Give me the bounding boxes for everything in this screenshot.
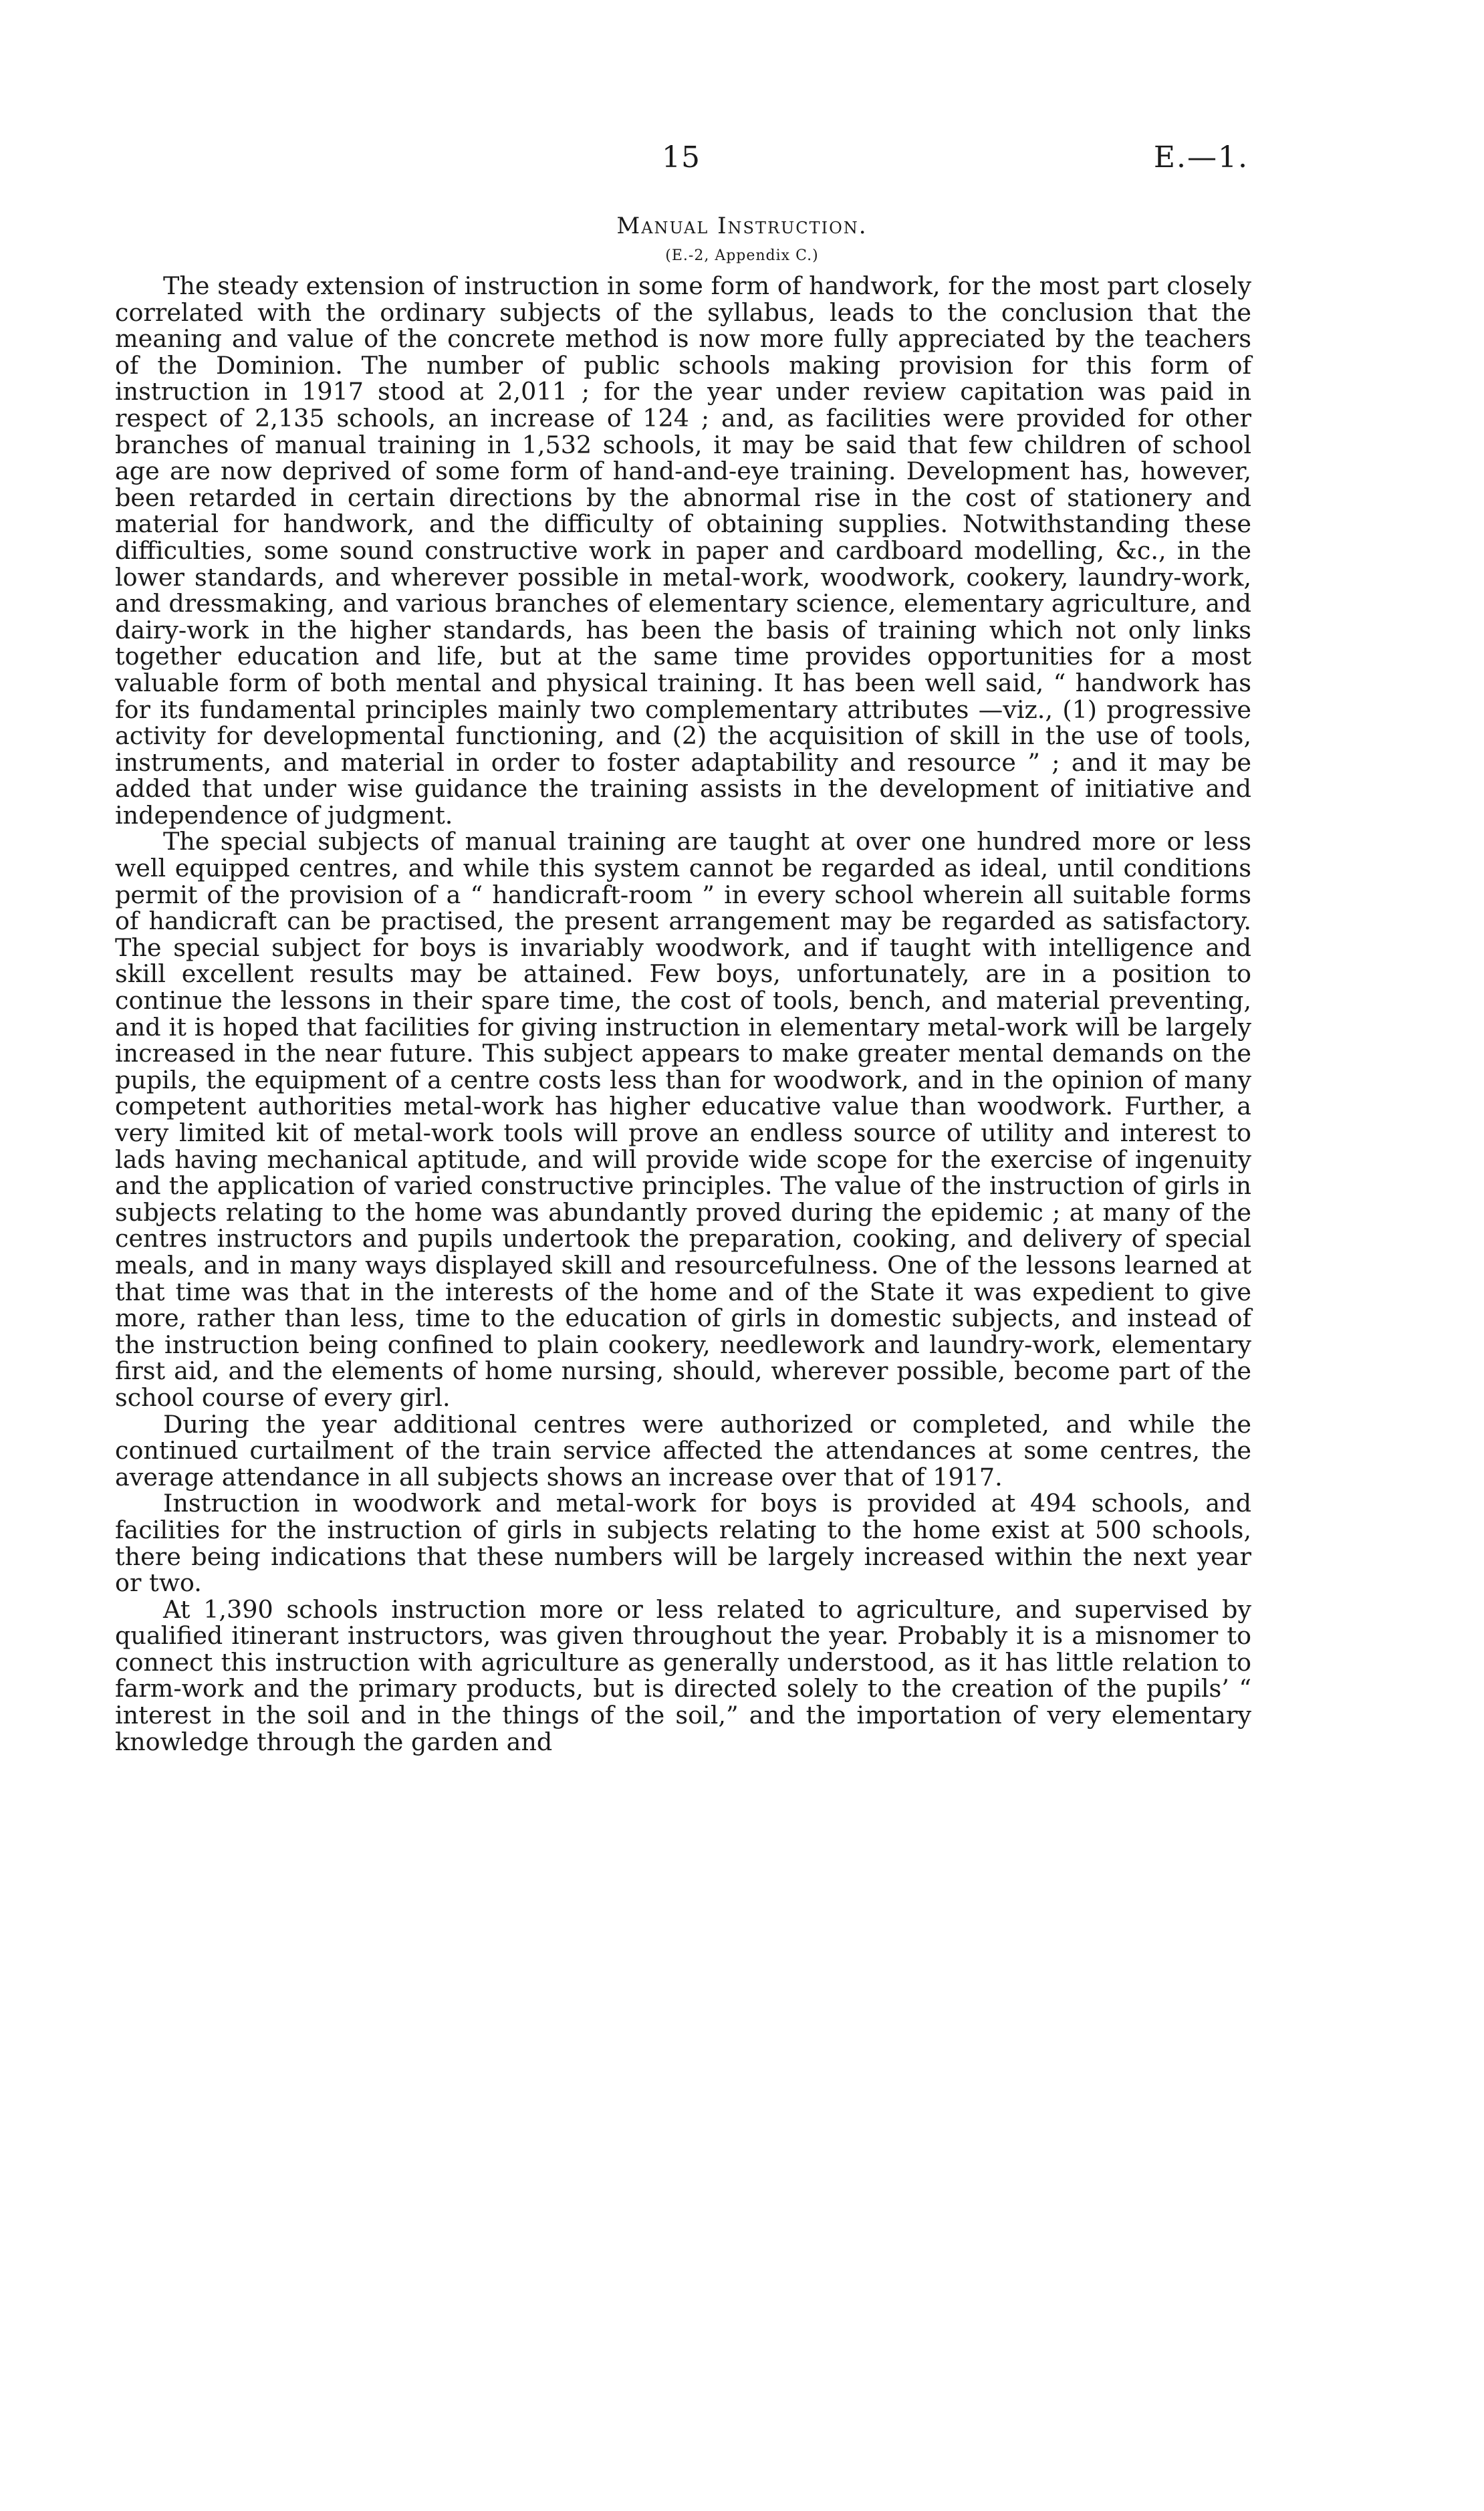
paragraph: At 1,390 schools instruction more or less related to agriculture, and supervised by qualified itinerant instructors, was given throughout the year. Probably it is a misnomer to connect this instruction with agriculture as generally understood, as it has little relation to farm-work and the primary products, but is directed solely to the creation of the pupils’ “ interest in the soil and in the things of the soil,” and the importation of very elementary knowledge through the garden and [115, 1594, 1251, 1756]
section-title: Manual Instruction. [616, 213, 868, 239]
paragraph: The steady extension of instruction in some form of handwork, for the most part closely correlated with the ordinary subjects of the syllabus, leads to the conclusion that the meaning and value of the concrete method is now more fully appreciated by the teachers of the Dominion. The number of public schools making provision for this form of instruction in 1917 stood at 2,011 ; for the year under review capitation was paid in respect of 2,135 schools, an increase of 124 ; and, as facilities were provided for other branches of manual training in 1,532 schools, it may be said that few children of school age are now deprived of some form of hand-and-eye training. Development has, however, been retarded in certain directions by the abnormal rise in the cost of stationery and material for handwork, and the difficulty of obtaining supplies. Notwithstanding these difficulties, some sound constructive work in paper and cardboard modelling, &c., in the lower standards, and wherever possible in metal-work, woodwork, cookery, laundry-work, and dressmaking, and various branches of elementary science, elementary agriculture, and dairy-work in the higher standards, has been the basis of training which not only links together education and life, but at the same time provides opportunities for a most valuable form of both mental and physical training. It has been well said, “ handwork has for its fundamental principles mainly two complementary attributes —viz., (1) progressive activity for developmental functioning, and (2) the acquisition of skill in the use of tools, instruments, and material in order to foster adaptability and resource ” ; and it may be added that under wise guidance the training assists in the development of initiative and independence of judgment. [115, 271, 1251, 830]
paragraph: The special subjects of manual training are taught at over one hundred more or less well equipped centres, and while this system cannot be regarded as ideal, until conditions permit of the provision of a “ handicraft-room ” in every school wherein all suitable forms of handicraft can be practised, the present arrangement may be regarded as satisfactory. The special subject for boys is invariably woodwork, and if taught with intelligence and skill excellent results may be attained. Few boys, unfortunately, are in a position to continue the lessons in their spare time, the cost of tools, bench, and material preventing, and it is hoped that facilities for giving instruction in elementary metal-work will be largely increased in the near future. This subject appears to make greater mental demands on the pupils, the equipment of a centre costs less than for woodwork, and in the opinion of many competent authorities metal-work has higher educative value than woodwork. Further, a very limited kit of metal-work tools will prove an endless source of utility and interest to lads having mechanical aptitude, and will provide wide scope for the exercise of ingenuity and the application of varied constructive principles. The value of the instruction of girls in subjects relating to the home was abundantly proved during the epidemic ; at many of the centres instructors and pupils undertook the preparation, cooking, and delivery of special meals, and in many ways displayed skill and resourcefulness. One of the lessons learned at that time was that in the interests of the home and of the State it was expedient to give more, rather than less, time to the education of girls in domestic subjects, and instead of the instruction being confined to plain cookery, needlework and laundry-work, elementary first aid, and the elements of home nursing, should, wherever possible, become part of the school course of every girl. [115, 827, 1251, 1412]
section-reference: (E.-2, Appendix C.) [665, 247, 819, 264]
body-text [115, 273, 1251, 1755]
document-code: E.—1. [1153, 140, 1249, 174]
page-number: 15 [662, 140, 701, 174]
paragraph: During the year additional centres were authorized or completed, and while the continued curtailment of the train service affected the attendances at some centres, the average attendance in all subjects shows an increase over that of 1917. [115, 1409, 1251, 1491]
paragraph: Instruction in woodwork and metal-work for boys is provided at 494 schools, and facilities for the instruction of girls in subjects relating to the home exist at 500 schools, there being indications that these numbers will be largely increased within the next year or two. [115, 1489, 1251, 1598]
